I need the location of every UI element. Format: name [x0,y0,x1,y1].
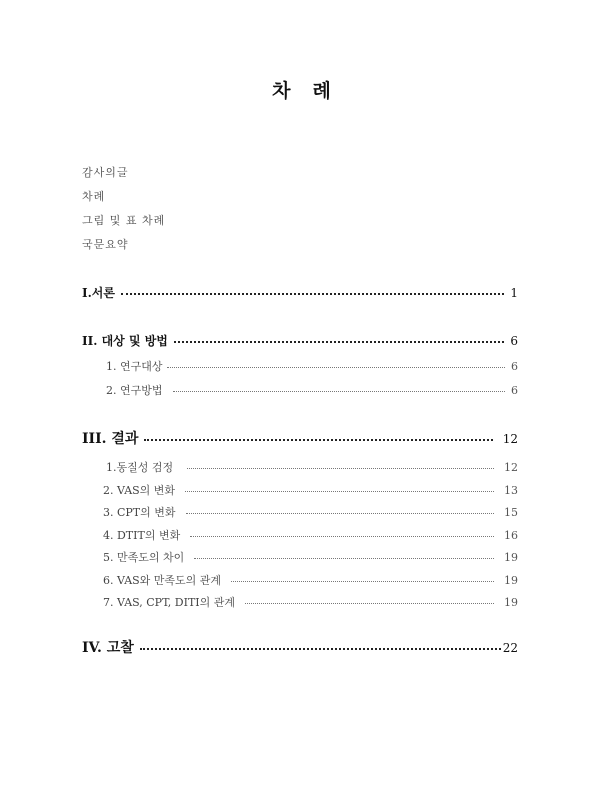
toc-entry-3-3[interactable] [103,504,518,520]
entry-label: 5. 만족도의 차이 [103,551,185,564]
front-matter-figures-tables[interactable]: 그림 및 표 차례 [82,214,166,227]
front-matter-acknowledgements[interactable]: 감사의글 [82,166,129,179]
entry-label: 2. VAS의 변화 [103,484,176,497]
entry-label: 6. VAS와 만족도의 관계 [103,574,222,587]
toc-entry-chapter-4[interactable] [82,637,518,657]
dot-leader [174,340,504,343]
dot-leader [231,580,494,582]
toc-entry-3-5[interactable] [103,549,518,565]
entry-label: 1. 연구대상 [106,360,163,373]
page-number: 22 [502,641,518,655]
dot-leader [121,292,504,295]
toc-entry-chapter-2[interactable] [82,332,518,349]
toc-entry-3-6[interactable] [103,572,518,588]
dot-leader [186,512,494,514]
front-matter-abstract[interactable]: 국문요약 [82,238,129,251]
dot-leader [173,390,506,392]
toc-entry-chapter-3[interactable] [82,428,518,448]
page-number: 12 [502,432,518,446]
dot-leader [245,602,494,604]
page-title [0,76,603,103]
entry-label: 3. CPT의 변화 [103,506,176,519]
entry-label: 7. VAS, CPT, DITI의 관계 [103,596,236,609]
entry-label: III. 결과 [82,431,139,447]
toc-entry-3-4[interactable] [103,527,518,543]
toc-entry-chapter-1[interactable] [82,284,518,301]
page-number: 15 [504,506,518,519]
page-number: 19 [504,551,518,564]
title-char-1: 차 [272,80,291,102]
dot-leader [187,467,494,469]
toc-entry-3-7[interactable] [103,594,518,610]
entry-label: 2. 연구방법 [106,384,163,397]
page-number: 1 [510,286,518,300]
page-number: 19 [504,596,518,609]
dot-leader [144,438,492,441]
title-char-2: 례 [312,80,331,102]
dot-leader [190,535,494,537]
page-number: 12 [504,461,518,474]
page-number: 13 [504,484,518,497]
dot-leader [167,366,506,368]
toc-entry-2-2[interactable] [106,382,518,398]
entry-label: IV. 고찰 [82,640,134,656]
front-matter-toc[interactable]: 차례 [82,190,106,203]
toc-entry-2-1[interactable] [106,358,518,374]
toc-entry-3-2[interactable] [103,482,518,498]
dot-leader [194,557,494,559]
entry-label: 4. DTIT의 변화 [103,529,181,542]
entry-label: I.서론 [82,286,115,300]
dot-leader [185,490,494,492]
page-number: 6 [511,360,518,373]
page-number: 6 [510,334,518,348]
page-number: 16 [504,529,518,542]
entry-label: II. 대상 및 방법 [82,334,168,348]
toc-entry-3-1[interactable] [106,459,518,475]
entry-label: 1.동질성 검정 [106,461,174,474]
page-number: 19 [504,574,518,587]
dot-leader [140,647,501,650]
page-number: 6 [511,384,518,397]
